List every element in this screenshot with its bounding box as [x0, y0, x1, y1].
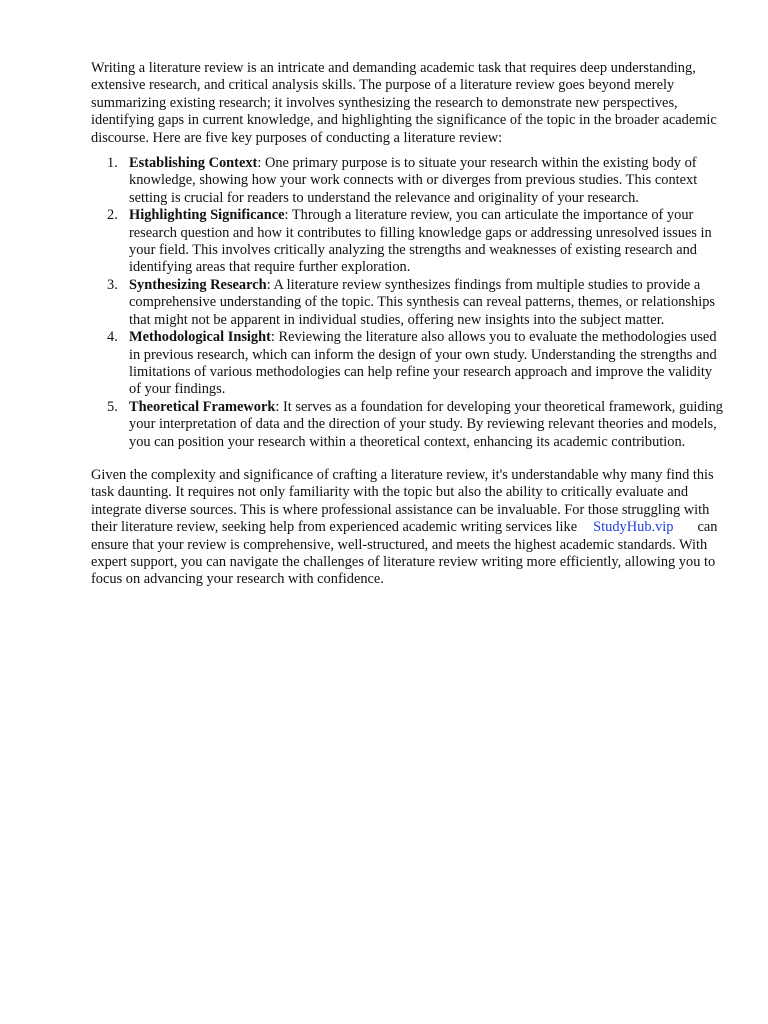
list-item-term: Methodological Insight: [129, 329, 271, 346]
list-item: [91, 399, 723, 451]
list-item-number: 2.: [107, 207, 118, 224]
list-item-number: 4.: [107, 329, 118, 346]
list-item-term: Theoretical Framework: [129, 398, 276, 415]
closing-paragraph: [91, 467, 723, 589]
list-item-text: : Reviewing the literature also allows you to evaluate the methodologies used in previous research, which can inform the design of your own study. Understanding the strengths and limitations of various methodologies can help refine your research approach and improve the validity of your findings.: [129, 329, 717, 398]
purposes-list: [91, 155, 723, 451]
list-item: [91, 329, 723, 399]
list-item-term: Highlighting Significance: [129, 207, 285, 224]
document-page: [91, 60, 723, 589]
list-item: [91, 207, 723, 277]
list-item-number: 1.: [107, 155, 118, 172]
list-item: [91, 155, 723, 207]
list-item-term: Establishing Context: [129, 155, 258, 172]
list-item-text: : A literature review synthesizes findings from multiple studies to provide a comprehensive understanding of the topic. This synthesis can reveal patterns, themes, or relationships that might not be apparent in individual studies, offering new insights into the subject matter.: [129, 276, 716, 328]
list-item-term: Synthesizing Research: [129, 276, 267, 293]
list-item-text: : Through a literature review, you can articulate the importance of your research question and how it contributes to filling knowledge gaps or addressing unresolved issues in your field. This involves critically analyzing the strengths and weaknesses of existing research and identifying areas that require further exploration.: [129, 207, 712, 276]
list-item-number: 5.: [107, 398, 118, 415]
closing-text-before-link: Given the complexity and significance of crafting a literature review, it's understandable why many find this task daunting. It requires not only familiarity with the topic but also the ability to critically evaluate and integrate diverse sources. This is where professional assistance can be invaluable. For those struggling with their literature review, seeking help from experienced academic writing services like: [91, 466, 714, 536]
list-item-text: : It serves as a foundation for developing your theoretical framework, guiding your interpretation of data and the direction of your study. By reviewing relevant theories and models, you can position your research within a theoretical context, enhancing its academic contribution.: [129, 398, 723, 450]
list-item-number: 3.: [107, 276, 118, 293]
closing-text-after-link: can ensure that your review is comprehensive, well-structured, and meets the highest academic standards. With expert support, you can navigate the challenges of literature review writing more efficiently, allowing you to focus on advancing your research with confidence.: [91, 519, 718, 588]
studyhub-link[interactable]: StudyHub.vip: [593, 519, 674, 536]
list-item-text: : One primary purpose is to situate your research within the existing body of knowledge, showing how your work connects with or diverges from previous studies. This context setting is crucial for readers to understand the relevance and originality of your research.: [129, 155, 698, 206]
list-item: [91, 277, 723, 329]
intro-paragraph: Writing a literature review is an intricate and demanding academic task that requires deep understanding, extensive research, and critical analysis skills. The purpose of a literature review goes beyond merely summarizing existing research; it involves synthesizing the research to demonstrate new perspectives, identifying gaps in current knowledge, and highlighting the significance of the topic in the broader academic discourse. Here are five key purposes of conducting a literature review:: [91, 60, 717, 146]
